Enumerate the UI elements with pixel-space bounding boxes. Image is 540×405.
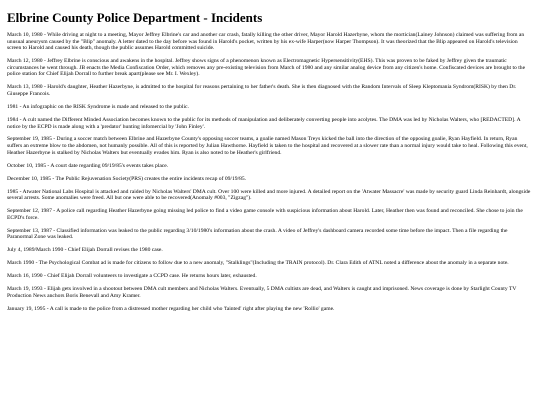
incident-entry: December 10, 1985 - The Public Rejuvenation Society(PRS) creates the entire incidents recap of 09/19/85. (7, 175, 247, 182)
incident-list (7, 32, 533, 312)
incident-entry: September 13, 1987 - Classified information was leaked to the public regarding 3/10/1980's information about the crash. A video of Jeffrey's dashboard camera recorded some time before the impact. Then a file regarding the Paranormal Zone was leaked. (7, 227, 508, 241)
incident-entry: 1984 - A cult named the Different Minded Association becomes known to the public for its methods of manipulation and deliberately converting people into acolytes. The DMA was led by Nicholas Walters, who [REDACTED]. A notice by the ECPD is made along with a 'predator' hunting infomercial by 'John Finley'. (7, 116, 521, 130)
incident-entry: March 10, 1980 - While driving at night to a meeting, Mayor Jeffrey Elbrine's car and another car crash, fatally killing the other driver, Mayor Harold Hazerbyne, whom the mortician(Lainey Johnson) claimed was suffering from an unusual aneurysm caused by the "Blip" anomaly. A letter dated to the day before was found in Harold's pocket, written by his ex-wife Harper(now Harper Thompson). It was theorized that the Blip appeared on Harold's television screen to Harold and caused his death, though the public assumes Harold committed suicide. (7, 32, 525, 52)
incident-entry: January 19, 1995 - A call is made to the police from a distressed mother regarding her child who 'fainted' right after playing the new 'Rollio' game. (7, 305, 335, 312)
incident-entry: July 4, 1989/March 1990 - Chief Elijah Dorrall revises the 1980 case. (7, 247, 163, 254)
incident-entry: September 12, 1987 - A police call regarding Heather Hazerbyne going missing led police to find a video game console with suspicious information about Harold. Later, Heather then was found and reconciled. She chose to join the ECPD's force. (7, 208, 523, 221)
incident-entry: 1985 - Atwater National Labs Hospital is attacked and raided by Nicholas Walters' DMA cult. Over 100 were killed and more injured. A detailed report on the 'Atwater Massacre' was made by security guard Linda Reinhardt, alongside several arrests. Some anomalies were freed. All but one were able to be recovered(Anomaly #003, "Zigzag"). (7, 188, 531, 202)
incident-entry: 1981 - An infographic on the RISK Syndrome is made and released to the public. (7, 103, 189, 110)
page-title: Elbrine County Police Department - Incidents (7, 10, 263, 25)
incident-entry: March 1990 - The Psychological Combat ad is made for citizens to follow due to a new anomaly, "Stalklings"(Including the TRAIN protocol). Dr. Clara Edith of ATNL noted a difference about the anomaly in a separate note. (7, 260, 509, 267)
incident-entry: March 19, 1993 - Elijah gets involved in a shootout between DMA cult members and Nicholas Walters. Eventually, 5 DMA cultists are dead, and Walters is caught and imprisoned. News coverage is done by Starlight County TV Production News anchors Boris Benevall and Amy Kramer. (7, 286, 517, 299)
incident-entry: March 16, 1990 - Chief Elijah Dorrall volunteers to investigate a CCPD case. He returns hours later, exhausted. (7, 273, 257, 280)
incident-entry: March 12, 1980 - Jeffrey Elbrine is conscious and awakens in the hospital. Jeffrey shows signs of a phenomenon known as Electromagnetic Hypersensitivity(EHS). This was proven to be faked by Jeffrey given the traumatic circumstances he went through. JB enacts the Media Confiscation Order, which removes any pre-existing television from March of 1980 and any similar analog device from any citizen's home. Confiscated devices are brought to the police station for Chief Elijah Dorrall to further break apart(please see Mr. I. Wexley). (7, 58, 526, 78)
incident-entry: September 19, 1985 - During a soccer match between Elbrine and Hazerbyne County's opposing soccer teams, a goalie named Mason Treys kicked the ball into the direction of the opposing goalie, Ryan Hayfield. In return, Ryan suffers an extreme blow to the abdomen, not humanly possible. All of this is reported by Julian Hawthorne. Hayfield is taken to the hospital and recovered at a slower rate than a normal injury would take to heal. Following this event, Heather Hazerbyne is stalked by Nicholas Walters but eventually evades him. Ryan is also noted to be Heather's girlfriend. (7, 136, 528, 156)
incident-entry: March 13, 1980 - Harold's daughter, Heather Hazerbyne, is admitted to the hospital for reasons pertaining to her father's death. She is then diagnosed with the Random Intervals of Sleep Kleptomania Syndrom(RISK) by then Dr. Giuseppe Francois. (7, 84, 517, 97)
incident-entry: October 10, 1985 - A court date regarding 09/19/85's events takes place. (7, 162, 169, 169)
